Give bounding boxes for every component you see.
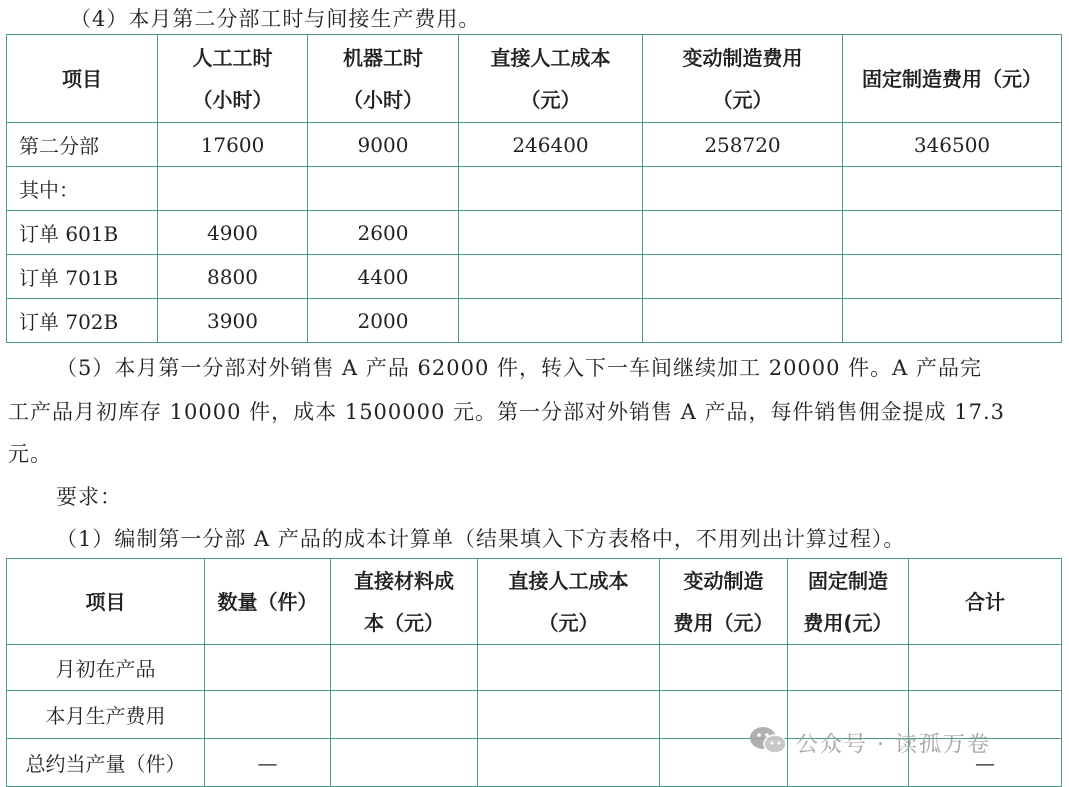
table-cell: 2600 [308,211,459,255]
table-cell [643,167,843,211]
header-cell: 固定制造 费用(元） [788,559,909,645]
table-cell [459,211,643,255]
watermark [748,725,1048,761]
table-cell: 346500 [843,123,1062,167]
header-cell: 直接人工成本 （元） [478,559,660,645]
table-cell [459,299,643,343]
table-header-row [7,35,1062,123]
table-cell [843,167,1062,211]
table-cell [843,211,1062,255]
header-cell: 人工工时 （小时） [158,35,308,123]
row-label: 第二分部 [7,123,158,167]
table-cell: 2000 [308,299,459,343]
table-cell [478,691,660,739]
row-label: 订单 701B [7,255,158,299]
wechat-icon [748,725,788,761]
row-label: 订单 601B [7,211,158,255]
row-label: 月初在产品 [7,645,205,691]
table-row [7,255,1062,299]
header-cell: 直接人工成本 （元） [459,35,643,123]
para5-line2: 工产品月初库存 10000 件，成本 1500000 元。第一分部对外销售 A 产品，每件销售佣金提成 17.3 [8,400,1005,424]
header-cell: 机器工时 （小时） [308,35,459,123]
header-cell: 项目 [7,35,158,123]
table-cell [478,739,660,787]
watermark-text: 公众号 · 读孤万卷 [796,732,991,758]
table-cell: 8800 [158,255,308,299]
row-label: 本月生产费用 [7,691,205,739]
table-cell [478,645,660,691]
table-row [7,167,1062,211]
header-cell: 变动制造费用 （元） [643,35,843,123]
table-cell [459,167,643,211]
table-cell [643,299,843,343]
table-cell: — [205,739,331,787]
table-cell [643,255,843,299]
table-cell: 9000 [308,123,459,167]
table-cell: 246400 [459,123,643,167]
header-cell: 数量（件） [205,559,331,645]
table-cell [331,691,478,739]
table-cell [843,299,1062,343]
table-cell [459,255,643,299]
requirement-1: （1）编制第一分部 A 产品的成本计算单（结果填入下方表格中，不用列出计算过程）。 [56,527,906,551]
header-cell: 固定制造费用（元） [843,35,1062,123]
table-cell [205,691,331,739]
table-row [7,211,1062,255]
requirement-label: 要求： [56,485,122,509]
header-cell: 直接材料成 本（元） [331,559,478,645]
table-header-row [7,559,1062,645]
table-cell [909,645,1062,691]
table-cell: 17600 [158,123,308,167]
para5-line3: 元。 [8,442,52,466]
table-cell [843,255,1062,299]
table-cell [158,167,308,211]
table-cell [205,645,331,691]
header-cell: 合计 [909,559,1062,645]
section4-title: （4）本月第二分部工时与间接生产费用。 [70,7,481,31]
table-cell [643,211,843,255]
table-cell: — [909,739,1062,787]
table-cell [331,645,478,691]
table-row [7,645,1062,691]
table-cell: 258720 [643,123,843,167]
header-cell: 项目 [7,559,205,645]
work-hours-table [6,34,1062,343]
row-label: 其中： [7,167,158,211]
table-cell [308,167,459,211]
table-cell [331,739,478,787]
table-cell: 4400 [308,255,459,299]
para5-line1: （5）本月第一分部对外销售 A 产品 62000 件，转入下一车间继续加工 20000 件。A 产品完 [56,356,983,380]
header-cell: 变动制造 费用（元） [660,559,788,645]
table-cell [660,645,788,691]
row-label: 总约当产量（件） [7,739,205,787]
row-label: 订单 702B [7,299,158,343]
table-cell: 4900 [158,211,308,255]
table-row [7,299,1062,343]
table-cell: 3900 [158,299,308,343]
table-cell [788,645,909,691]
table-row [7,123,1062,167]
